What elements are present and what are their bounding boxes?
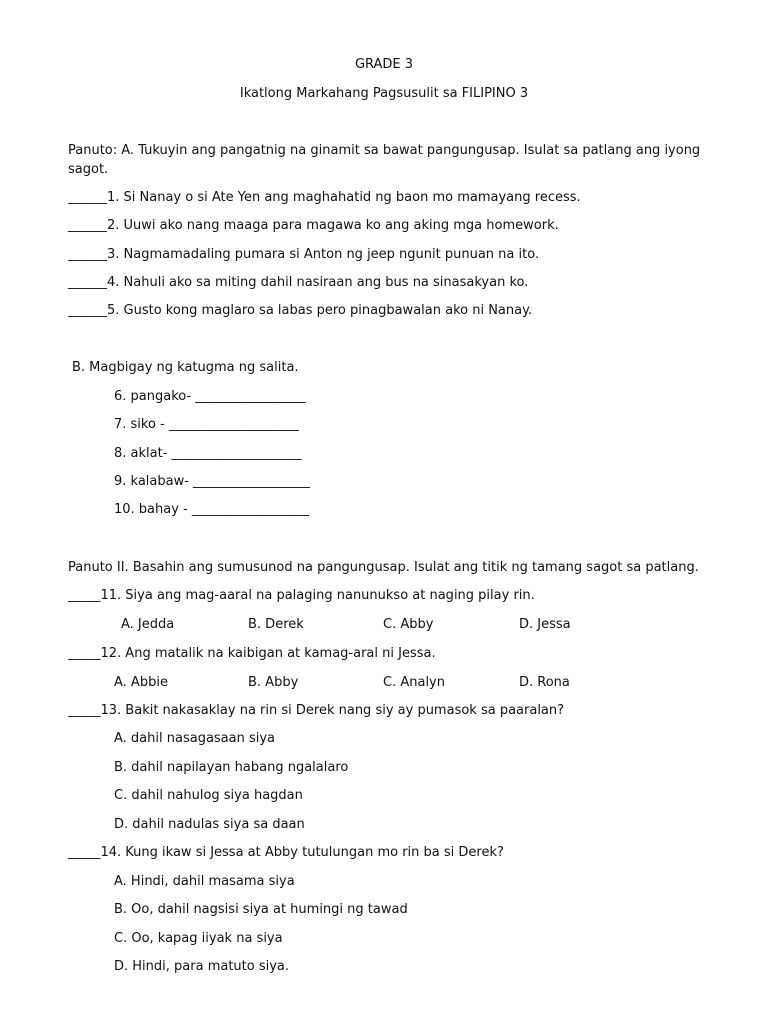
part-b-item-8: 8. aklat- ____________________ bbox=[114, 446, 302, 461]
q13-choice-b: B. dahil napilayan habang ngalalaro bbox=[114, 760, 349, 775]
q11-choice-c: C. Abby bbox=[383, 617, 434, 632]
question-12: _____12. Ang matalik na kaibigan at kamag-aral ni Jessa. bbox=[68, 646, 436, 661]
q14-choice-c: C. Oo, kapag iiyak na siya bbox=[114, 931, 283, 946]
part-b-item-9: 9. kalabaw- __________________ bbox=[114, 474, 311, 489]
part-a-item-1: ______1. Si Nanay o si Ate Yen ang maghahatid ng baon mo mamayang recess. bbox=[68, 190, 581, 205]
part-b-instruction: B. Magbigay ng katugma ng salita. bbox=[72, 360, 299, 375]
grade-heading: GRADE 3 bbox=[354, 57, 414, 72]
part-a-item-3: ______3. Nagmamadaling pumara si Anton ng jeep ngunit punuan na ito. bbox=[68, 247, 540, 262]
part-b-item-7: 7. siko - ____________________ bbox=[114, 417, 299, 432]
q14-choice-d: D. Hindi, para matuto siya. bbox=[114, 959, 290, 974]
q12-choice-a: A. Abbie bbox=[114, 675, 168, 690]
q12-choice-b: B. Abby bbox=[248, 675, 299, 690]
part-2-instruction: Panuto II. Basahin ang sumusunod na pangungusap. Isulat ang titik ng tamang sagot sa patlang. bbox=[68, 560, 699, 575]
q14-choice-b: B. Oo, dahil nagsisi siya at humingi ng tawad bbox=[114, 902, 408, 917]
q14-choice-a: A. Hindi, dahil masama siya bbox=[114, 874, 295, 889]
part-a-item-2: ______2. Uuwi ako nang maaga para magawa ko ang aking mga homework. bbox=[68, 218, 559, 233]
part-b-item-6: 6. pangako- _________________ bbox=[114, 389, 306, 404]
q12-choice-c: C. Analyn bbox=[383, 675, 445, 690]
part-b-item-10: 10. bahay - __________________ bbox=[114, 502, 309, 517]
part-a-instruction: Panuto: A. Tukuyin ang pangatnig na ginamit sa bawat pangungusap. Isulat sa patlang ang iyong sagot. bbox=[68, 143, 701, 177]
part-a-item-5: ______5. Gusto kong maglaro sa labas pero pinagbawalan ako ni Nanay. bbox=[68, 303, 533, 318]
q11-choice-a: A. Jedda bbox=[121, 617, 175, 632]
question-11: _____11. Siya ang mag-aaral na palaging nanunukso at naging pilay rin. bbox=[68, 588, 535, 603]
q11-choice-d: D. Jessa bbox=[519, 617, 571, 632]
q13-choice-c: C. dahil nahulog siya hagdan bbox=[114, 788, 303, 803]
exam-title: Ikatlong Markahang Pagsusulit sa FILIPINO 3 bbox=[239, 86, 529, 101]
q13-choice-a: A. dahil nasagasaan siya bbox=[114, 731, 276, 746]
question-14: _____14. Kung ikaw si Jessa at Abby tutulungan mo rin ba si Derek? bbox=[68, 845, 504, 860]
q11-choice-b: B. Derek bbox=[248, 617, 304, 632]
q12-choice-d: D. Rona bbox=[519, 675, 570, 690]
question-13: _____13. Bakit nakasaklay na rin si Derek nang siy ay pumasok sa paaralan? bbox=[68, 703, 565, 718]
q13-choice-d: D. dahil nadulas siya sa daan bbox=[114, 817, 305, 832]
part-a-item-4: ______4. Nahuli ako sa miting dahil nasiraan ang bus na sinasakyan ko. bbox=[68, 275, 529, 290]
